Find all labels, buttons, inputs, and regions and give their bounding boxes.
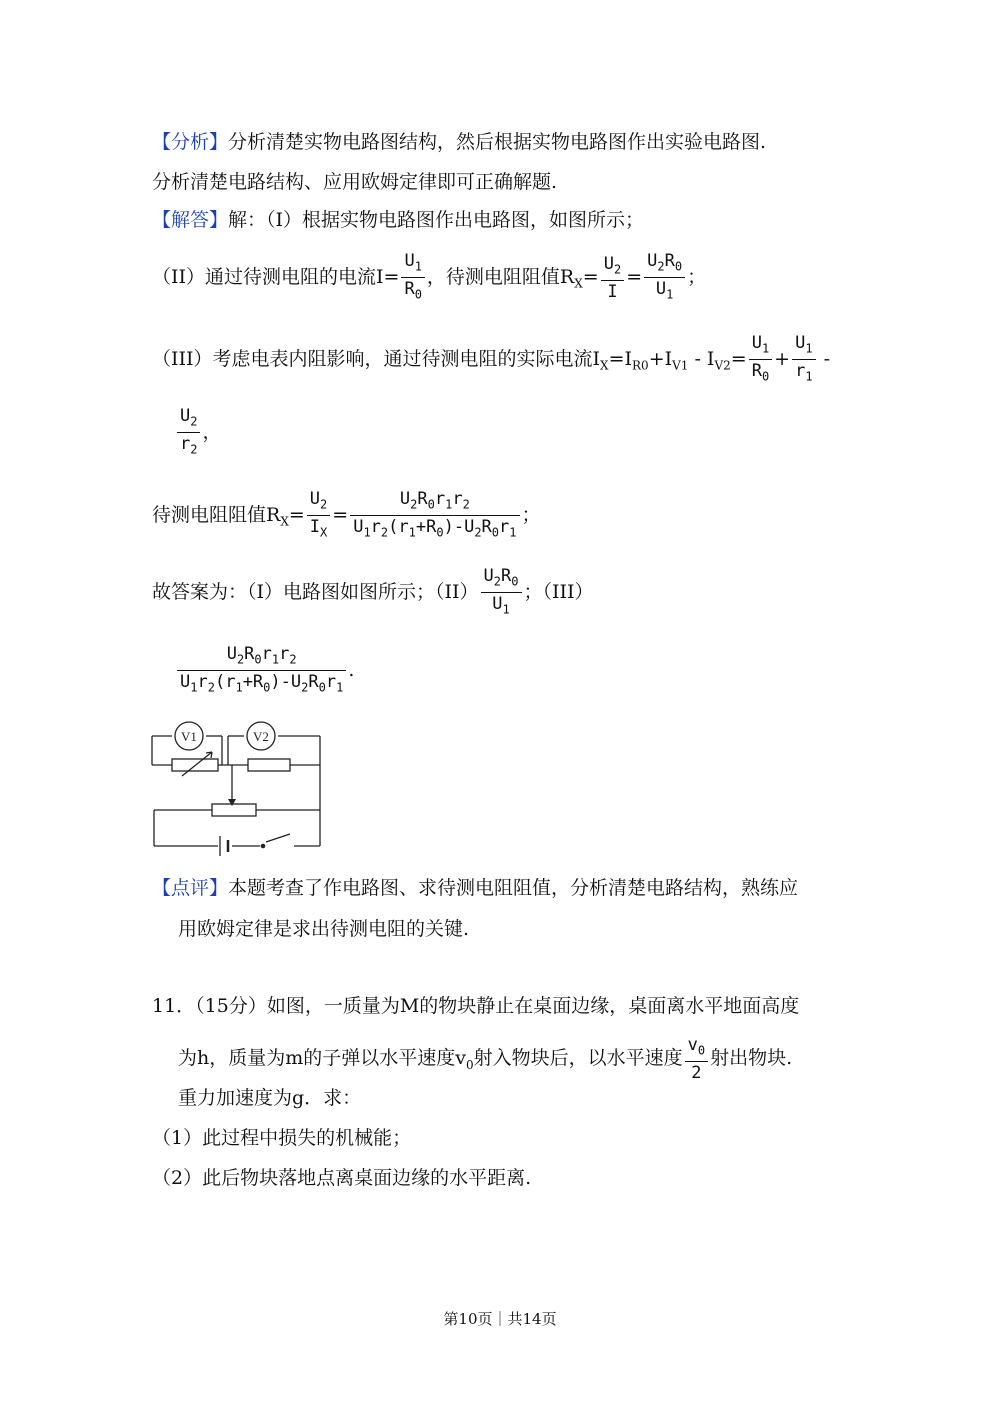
q11-line-1: 11．（15分）如图，一质量为M的物块静止在桌面边缘，桌面离水平地面高度: [152, 995, 800, 1017]
part3-prefix: （III）考虑电表内阻影响，通过待测电阻的实际电流I: [152, 347, 601, 370]
final-prefix: 故答案为：（I）电路图如图所示；（II）: [152, 580, 479, 603]
frac-big-rx: $\frac{U_2R_0r_1r_2}{U_1r_2(r_1+R_0)-U_2R_0r_1}$: [350, 488, 519, 544]
comment-text-1: 本题考查了作电路图、求待测电阻阻值，分析清楚电路结构，熟练应: [228, 877, 799, 899]
rx-prefix: 待测电阻阻值R: [152, 503, 281, 526]
rx-semicolon: ；: [521, 503, 541, 526]
final-answer-cont: [175, 643, 354, 699]
analysis-line-1: [152, 130, 766, 154]
q11-line-2: 为h，质量为m的子弹以水平速度$v_0$射入物块后，以水平速度 $\frac{v_0}{2}$ 射出物块.: [178, 1035, 793, 1084]
answer-part2: （II）通过待测电阻的电流I= $\frac{U_1}{R_0}$ ，待测电阻阻值$R_X=$ $\frac{U_2}{I}$ = $\frac{U_2R_0}{U_1}$ ；: [152, 250, 706, 306]
voltmeter-v2-label: V2: [253, 729, 269, 744]
answer-intro: 解：（I）根据实物电路图作出电路图，如图所示；: [228, 209, 645, 231]
analysis-tag: 【分析】: [152, 131, 229, 153]
part3-tail: -: [823, 347, 831, 370]
analysis-line-2: 分析清楚电路结构、应用欧姆定律即可正确解题.: [152, 171, 558, 193]
q11-line-2c: 射出物块.: [710, 1047, 793, 1070]
page-footer: 第10页｜共14页: [443, 1310, 557, 1328]
final-period: .: [348, 658, 355, 681]
answer-intro-line: [152, 208, 644, 232]
frac-u2r0-u1: $\frac{U_2R_0}{U_1}$: [644, 250, 685, 306]
q11-line-2b: 射入物块后，以水平速度: [473, 1047, 683, 1070]
frac-final-u2r0-u1: $\frac{U_2R_0}{U_1}$: [481, 565, 522, 621]
q11-sub-1: （1）此过程中损失的机械能；: [152, 1127, 412, 1149]
final-answer: [152, 565, 594, 621]
answer-part3-cont: [175, 405, 222, 461]
part2-end: ；: [687, 265, 707, 288]
q11-sub-2: （2）此后物块落地点离桌面边缘的水平距离.: [152, 1167, 532, 1189]
analysis-text-1: 分析清楚实物电路图结构，然后根据实物电路图作出实验电路图.: [228, 131, 767, 153]
answer-rx: 待测电阻阻值$R_X=$ $\frac{U_2}{I_X}$ = $\frac{U_2R_0r_1r_2}{U_1r_2(r_1+R_0)-U_2R_0r_1}$ ；: [152, 488, 541, 544]
comment-tag: 【点评】: [152, 877, 229, 899]
frac-v0-2: $\frac{v_0}{2}$: [685, 1034, 708, 1084]
part2-prefix: （II）通过待测电阻的电流I=: [152, 265, 400, 288]
frac-u1-r0: $\frac{U_1}{R_0}$: [401, 250, 424, 306]
final-mid: ；（III）: [523, 580, 594, 603]
frac-u2-i: $\frac{U_2}{I}$: [601, 253, 624, 303]
frac-u1-r0-b: $\frac{U_1}{R_0}$: [749, 332, 772, 388]
answer-part3: （III）考虑电表内阻影响，通过待测电阻的实际电流$I_X=I_{R0}+I_{V1} - I_{V2}=$ $\frac{U_1}{R_0}$ + $\frac{U_1}{r_1}$ -: [152, 332, 830, 388]
part2-mid: ，待测电阻阻值R: [426, 265, 575, 288]
frac-u2-r2: $\frac{U_2}{r_2}$: [177, 405, 200, 461]
comment-line-2: 用欧姆定律是求出待测电阻的关键.: [178, 918, 470, 940]
comment-line-1: [152, 876, 798, 900]
frac-final-big: $\frac{U_2R_0r_1r_2}{U_1r_2(r_1+R_0)-U_2R_0r_1}$: [177, 643, 346, 699]
circuit-diagram: [148, 718, 328, 860]
q11-line-2a: 为h，质量为m的子弹以水平速度v: [178, 1047, 466, 1070]
frac-u2-ix: $\frac{U_2}{I_X}$: [307, 488, 330, 544]
voltmeter-v1-label: V1: [181, 729, 197, 744]
part3-comma: ，: [202, 420, 222, 443]
answer-tag: 【解答】: [152, 209, 229, 231]
frac-u1-r1: $\frac{U_1}{r_1}$: [792, 332, 815, 388]
q11-line-3: 重力加速度为g．求：: [178, 1087, 362, 1109]
